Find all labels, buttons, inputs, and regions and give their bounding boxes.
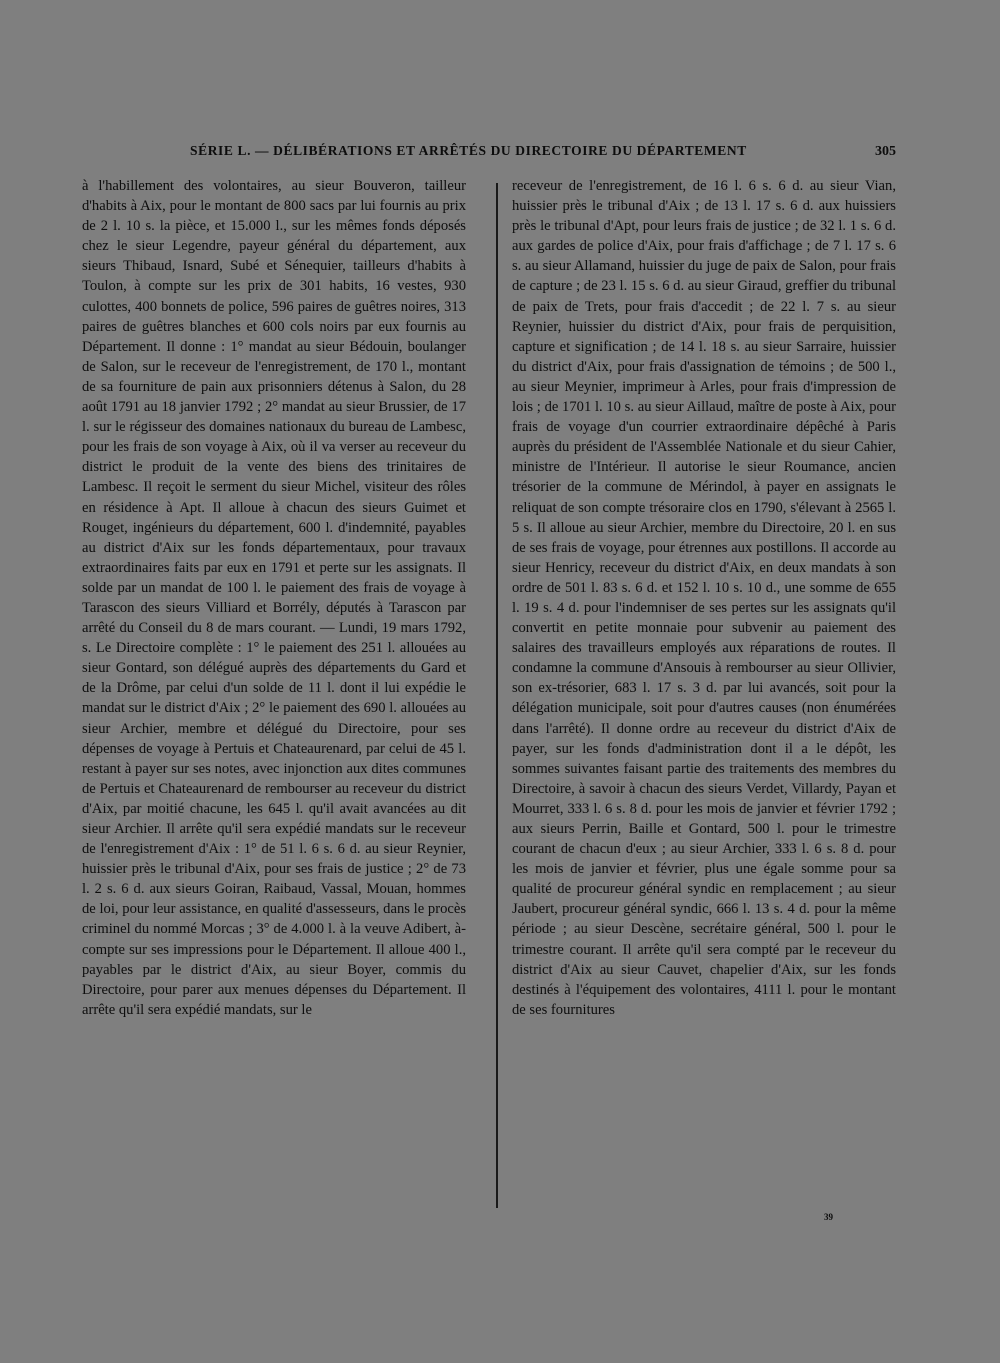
right-column-text: receveur de l'enregistrement, de 16 l. 6 s. 6 d. au sieur Vian, huissier près le tribunal d'Aix ; de 13 l. 17 s. 6 d. aux huissiers près le tribunal d'Apt, pour leurs frais de justice ; de 32 l. 1 s. 6 d. aux gardes de police d'Aix, pour frais d'affichage ; de 7 l. 17 s. 6 s. au sieur Allamand, huissier du juge de paix de Salon, pour frais de capture ; de 23 l. 15 s. 6 d. au sieur Giraud, greffier du tribunal de paix de Trets, pour frais d'accedit ; de 22 l. 7 s. au sieur Reynier, huissier du district d'Aix, pour frais de perquisition, capture et signification ; de 14 l. 18 s. au sieur Sarraire, huissier du district d'Aix, pour frais d'assignation de témoins ; de 500 l., au sieur Meynier, imprimeur à Arles, pour frais d'impression de lois ; de 1701 l. 10 s. au sieur Aillaud, maître de poste à Aix, pour frais de voyage d'un courrier extraordinaire dépêché à Paris auprès du président de l'Assemblée Nationale et du sieur Cahier, ministre de l'Intérieur. Il autorise le sieur Roumance, ancien trésorier de la commune de Mérindol, à payer en assignats le reliquat de son compte trésoraire clos en 1790, s'élevant à 2565 l. 5 s. Il alloue au sieur Archier, membre du Directoire, 20 l. en sus de ses frais de voyage, pour étrennes aux postillons. Il accorde au sieur Henricy, receveur du district d'Aix, en deux mandats à son ordre de 501 l. 83 s. 6 d. et 152 l. 10 s. 10 d., une somme de 655 l. 19 s. 4 d. pour l'indemniser de ses pertes sur les assignats qu'il convertit en petite monnaie pour subvenir au paiement des salaires des travailleurs employés aux réparations de routes. Il condamne la commune d'Ansouis à rembourser au sieur Ollivier, son ex-trésorier, 683 l. 17 s. 3 d. par lui avancés, soit pour la délégation municipale, soit pour d'autres causes (non énumérées dans l'arrêté). Il donne ordre au receveur du district d'Aix de payer, sur les fonds d'administration dont il a le dépôt, les sommes suivantes faisant partie des traitements des membres du Directoire, à savoir à chacun des sieurs Verdet, Villardy, Payan et Mourret, 333 l. 6 s. 8 d. pour les mois de janvier et février 1792 ; aux sieurs Perrin, Baille et Gontard, 500 l. pour le trimestre courant de chacun d'eux ; au sieur Archier, 333 l. 6 s. 8 d. pour les mois de janvier et février, plus une égale somme pour sa qualité de procureur général syndic en remplacement ; au sieur Jaubert, procureur général syndic, 666 l. 13 s. 4 d. pour la même période ; au sieur Descène, secrétaire général, 500 l. pour le trimestre courant. Il arrête qu'il sera compté par le receveur du district d'Aix au sieur Cauvet, chapelier d'Aix, sur les fonds destinés à l'équipement des volontaires, 4111 l. pour le montant de ses fournitures bbox=[512, 178, 896, 1018]
left-column bbox=[82, 176, 466, 1020]
left-column-text: à l'habillement des volontaires, au sieur Bouveron, tailleur d'habits à Aix, pour le montant de 800 sacs par lui fournis au prix de 2 l. 10 s. la pièce, et 15.000 l., sur les mêmes fonds déposés chez le sieur Legendre, payeur général du département, aux sieurs Thibaud, Isnard, Subé et Sénequier, tailleurs d'habits à Toulon, à compte sur les prix de 301 habits, 16 vestes, 930 culottes, 400 bonnets de police, 596 paires de guêtres noires, 313 paires de guêtres blanches et 600 cols noirs par eux fournis au Département. Il donne : 1° mandat au sieur Bédouin, boulanger de Salon, sur le receveur de l'enregistrement, de 170 l., montant de sa fourniture de pain aux prisonniers détenus à Salon, du 28 août 1791 au 18 janvier 1792 ; 2° mandat au sieur Brussier, de 17 l. sur le régisseur des domaines nationaux du bureau de Lambesc, pour les frais de son voyage à Aix, où il va verser au receveur du district le produit de la vente des biens des trinitaires de Lambesc. Il reçoit le serment du sieur Michel, visiteur des rôles en résidence à Apt. Il alloue à chacun des sieurs Guimet et Rouget, ingénieurs du département, 600 l. d'indemnité, payables au district d'Aix sur les fonds départementaux, pour travaux extraordinaires faits par eux en 1791 et perte sur les assignats. Il solde par un mandat de 100 l. le paiement des frais de voyage à Tarascon des sieurs Villiard et Borrély, députés à Tarascon par arrêté du Conseil du 8 de mars courant. — Lundi, 19 mars 1792, s. Le Directoire complète : 1° le paiement des 251 l. allouées au sieur Gontard, son délégué auprès des départements du Gard et de la Drôme, par celui d'un solde de 11 l. dont il lui expédie le mandat sur le district d'Aix ; 2° le paiement des 690 l. allouées au sieur Archier, membre et délégué du Directoire, pour ses dépenses de voyage à Pertuis et Chateaurenard, par celui de 45 l. restant à payer sur ses notes, avec injonction aux dites communes de Pertuis et Chateaurenard de rembourser au receveur du district d'Aix, par moitié chacune, les 645 l. qu'il avait avancées au dit sieur Archier. Il arrête qu'il sera expédié mandats sur le receveur de l'enregistrement d'Aix : 1° de 51 l. 6 s. 6 d. au sieur Reynier, huissier près le tribunal d'Aix, pour ses frais de justice ; 2° de 73 l. 2 s. 6 d. aux sieurs Goiran, Raibaud, Vassal, Mouan, hommes de loi, pour leur assistance, en qualité d'assesseurs, dans le procès criminel du nommé Morcas ; 3° de 4.000 l. à la veuve Adibert, à-compte sur ses impressions pour le Département. Il alloue 400 l., payables par le district d'Aix, au sieur Boyer, commis du Directoire, pour parer aux menues dépenses du Département. Il arrête qu'il sera expédié mandats, sur le bbox=[82, 178, 466, 1018]
page-number: 305 bbox=[875, 144, 896, 159]
right-column bbox=[512, 176, 896, 1020]
column-divider bbox=[496, 183, 498, 1208]
signature-mark: 39 bbox=[824, 1212, 833, 1222]
running-header bbox=[190, 143, 900, 167]
header-title: SÉRIE L. — DÉLIBÉRATIONS ET ARRÊTÉS DU DIRECTOIRE DU DÉPARTEMENT bbox=[190, 143, 747, 158]
